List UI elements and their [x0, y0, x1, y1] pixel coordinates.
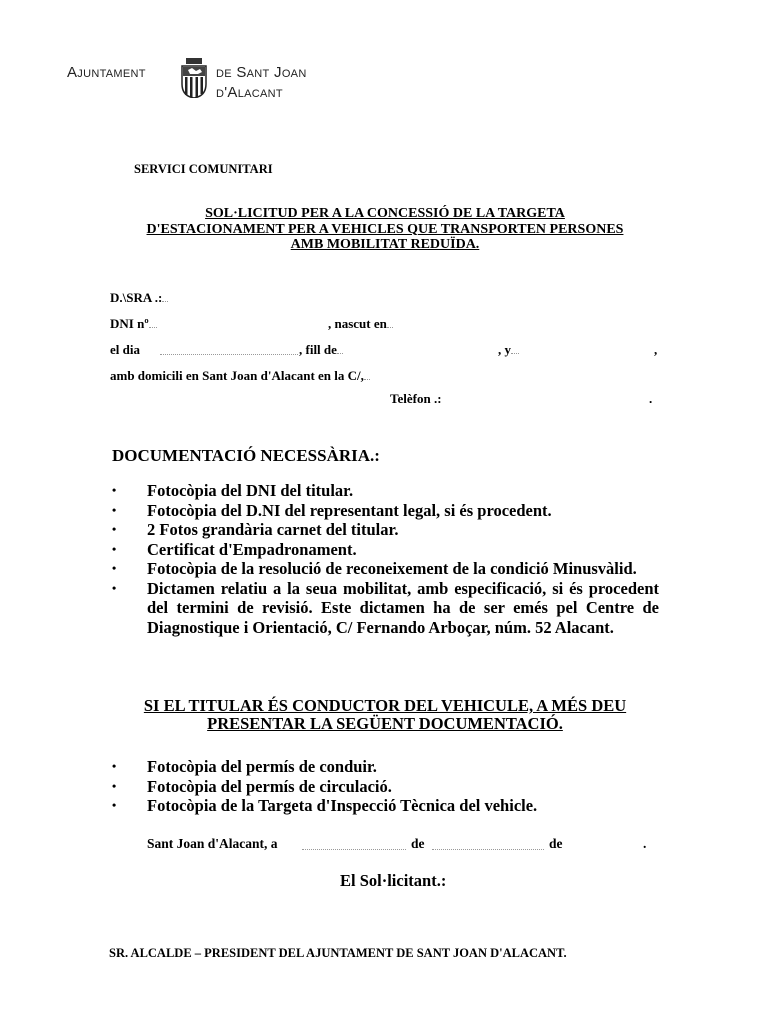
logo-right-line2: d'Alacant [216, 84, 283, 101]
fill-field[interactable] [299, 342, 343, 358]
bullet-icon: • [112, 483, 117, 497]
telefon-period: . [649, 391, 653, 406]
bullet-icon: • [112, 522, 117, 536]
docs-heading: DOCUMENTACIÓ NECESSÀRIA.: [112, 446, 380, 465]
dni-field[interactable] [110, 316, 157, 332]
list-item: • Fotocòpia de la Targeta d'Inspecció Tècnica del vehicle. [112, 796, 538, 815]
dsra-field[interactable] [110, 290, 168, 306]
logo-left-text: Ajuntament [67, 64, 146, 81]
date-month-input[interactable] [432, 839, 544, 850]
date-day-input[interactable] [302, 839, 406, 850]
document-title [104, 206, 666, 253]
service-label: SERVICI COMUNITARI [134, 162, 273, 176]
bullet-icon: • [112, 798, 117, 812]
list-item: • Fotocòpia del permís de circulació. [112, 776, 392, 796]
title-line-2: D'ESTACIONAMENT PER A VEHICLES QUE TRANSPORTEN PERSONES [146, 221, 624, 237]
docs-list [112, 481, 659, 637]
domicili-field[interactable] [110, 368, 370, 384]
telefon-label: Telèfon .: [390, 391, 442, 406]
list-item: • 2 Fotos grandària carnet del titular. [112, 520, 399, 539]
date-de-2: de [549, 836, 563, 851]
y-label: , y [498, 342, 511, 357]
date-year-input[interactable] [566, 839, 640, 849]
list-item: • Certificat d'Empadronament. [112, 539, 357, 559]
list-item: • Dictamen relatiu a la seua mobilitat, amb especificació, si és procedent del termini de revisió. Este dictamen ha de ser emés pel Centre de Diagnostique i Orientació, C/ Fernando Arboçar, núm. 52 Alacant. [112, 578, 659, 637]
bullet-icon: • [112, 502, 117, 517]
y-field[interactable] [498, 342, 519, 358]
driver-docs-list [112, 757, 659, 816]
list-item: • Fotocòpia del permís de conduir. [112, 757, 377, 776]
nascut-field[interactable] [328, 316, 393, 332]
date-period: . [643, 836, 647, 851]
domicili-label: amb domicili en Sant Joan d'Alacant en la C/, [110, 368, 364, 383]
bullet-icon: • [112, 580, 117, 595]
title-line-1: SOL·LICITUD PER A LA CONCESSIÓ DE LA TARGETA [205, 206, 565, 221]
dsra-label: D.\SRA .: [110, 290, 163, 305]
title-line-3: AMB MOBILITAT REDUÏDA. [290, 237, 480, 252]
nascut-label: , nascut en [328, 316, 387, 331]
driver-heading-line-1: SI EL TITULAR ÉS CONDUCTOR DEL VEHICULE, A MÉS DEU [143, 696, 627, 715]
date-place: Sant Joan d'Alacant, a [147, 836, 278, 851]
footer-addressee: SR. ALCALDE – PRESIDENT DEL AJUNTAMENT DE SANT JOAN D'ALACANT. [109, 946, 567, 960]
municipal-crest-icon [180, 58, 208, 98]
signature-label: El Sol·licitant.: [340, 871, 447, 890]
driver-heading-line-2: PRESENTAR LA SEGÜENT DOCUMENTACIÓ. [207, 714, 563, 733]
dia-line-comma: , [654, 342, 658, 357]
list-item: • Fotocòpia de la resolució de reconeixement de la condició Minusvàlid. [112, 559, 637, 578]
list-item: • Fotocòpia del DNI del titular. [112, 481, 354, 500]
bullet-icon: • [112, 759, 117, 773]
telefon-input[interactable] [455, 394, 645, 403]
bullet-icon: • [112, 561, 117, 575]
bullet-icon: • [112, 778, 117, 793]
list-item: • Fotocòpia del D.NI del representant legal, si és procedent. [112, 500, 552, 520]
fill-label: , fill de [299, 342, 337, 357]
logo-right-line1: de Sant Joan [216, 64, 307, 81]
dni-label: DNI nº [110, 316, 149, 331]
date-de-1: de [411, 836, 425, 851]
dia-label: el dia [110, 342, 140, 357]
bullet-icon: • [112, 541, 117, 556]
driver-docs-heading [110, 697, 660, 733]
dia-input[interactable] [160, 345, 298, 355]
